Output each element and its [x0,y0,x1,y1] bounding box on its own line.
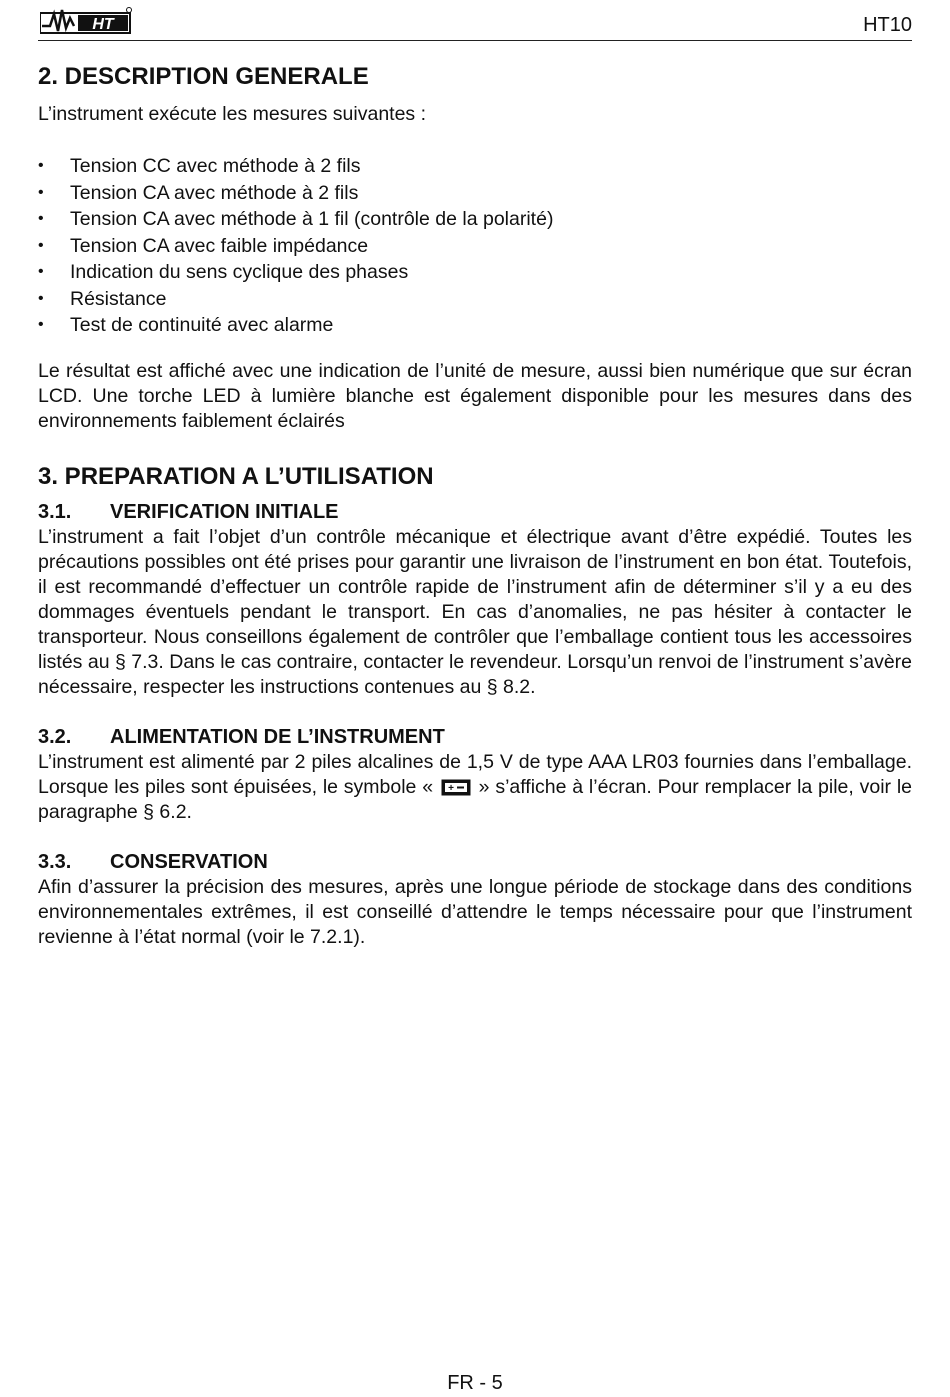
section-3-3-heading [38,850,912,875]
section-3-2-text [38,750,912,825]
section-number: 3.1. [38,500,72,523]
list-item: • Tension CC avec méthode à 2 fils [38,153,912,180]
section-3-3-title: CONSERVATION [110,850,268,873]
section-3-2-text-b: » s’affiche à l’écran. Pour remplacer la pile, voir le paragraphe § 6.2. [38,775,913,823]
page-number: FR - 5 [447,1372,503,1394]
section-3-2-heading [38,725,912,750]
measurement-list [38,153,912,339]
model-label: HT10 [863,14,912,36]
logo-text: HT [92,16,114,33]
section-number: 3.2. [38,725,72,748]
section-3-2-title: ALIMENTATION DE L’INSTRUMENT [110,725,445,748]
section-number: 3.3. [38,850,72,873]
svg-text:+: + [447,782,454,794]
document-body [38,62,912,950]
page-header [38,0,912,41]
list-item: • Test de continuité avec alarme [38,312,912,339]
section-3-3-text: Afin d’assurer la précision des mesures, après une longue période de stockage dans des conditions environnementales extrêmes, il est conseillé d’attendre le temps nécessaire pour que l’instrument revienne à l’état normal (voir le 7.2.1). [38,875,912,948]
list-item: • Indication du sens cyclique des phases [38,259,912,286]
ht-logo-graphic [40,4,132,34]
section-3-title: 3. PREPARATION A L’UTILISATION [38,462,434,490]
list-item: • Tension CA avec faible impédance [38,233,912,260]
section-3-1-heading [38,500,912,525]
battery-low-icon [441,778,471,795]
section-2-result: Le résultat est affiché avec une indication de l’unité de mesure, aussi bien numérique que sur écran LCD. Une torche LED à lumière blanche est également disponible pour les mesures dans des environnements faiblement éclairés [38,359,912,432]
list-item: • Résistance [38,286,912,313]
section-3-2-text-a: L’instrument est alimenté par 2 piles alcalines de 1,5 V de type AAA LR03 fournies dans l’emballage. Lorsque les piles sont épuisées, le symbole « [38,750,912,798]
list-item: • Tension CA avec méthode à 1 fil (contrôle de la polarité) [38,206,912,233]
list-item: • Tension CA avec méthode à 2 fils [38,180,912,207]
section-2-title: 2. DESCRIPTION GENERALE [38,63,369,90]
section-2-intro: L’instrument exécute les mesures suivantes : [38,103,427,125]
section-3-1-text: L’instrument a fait l’objet d’un contrôle mécanique et électrique avant d’être expédié. Toutes les précautions possibles ont été prises pour garantir une livraison de l’instrument en bon état. Toutefois, il est recommandé d’effectuer un contrôle rapide de l’instrument afin de déterminer s’il y a eu des dommages éventuels pendant le transport. En cas d’anomalies, ne pas hésiter à contacter le transporteur. Nous conseillons également de contrôler que l’emballage contient tous les accessoires listés au § 7.3. Dans le cas contraire, contacter le revendeur. Lorsqu’un renvoi de l’instrument s’avère nécessaire, respecter les instructions contenues au § 8.2. [38,525,912,698]
ht-logo [40,4,132,34]
section-3-1-title: VERIFICATION INITIALE [110,500,339,523]
